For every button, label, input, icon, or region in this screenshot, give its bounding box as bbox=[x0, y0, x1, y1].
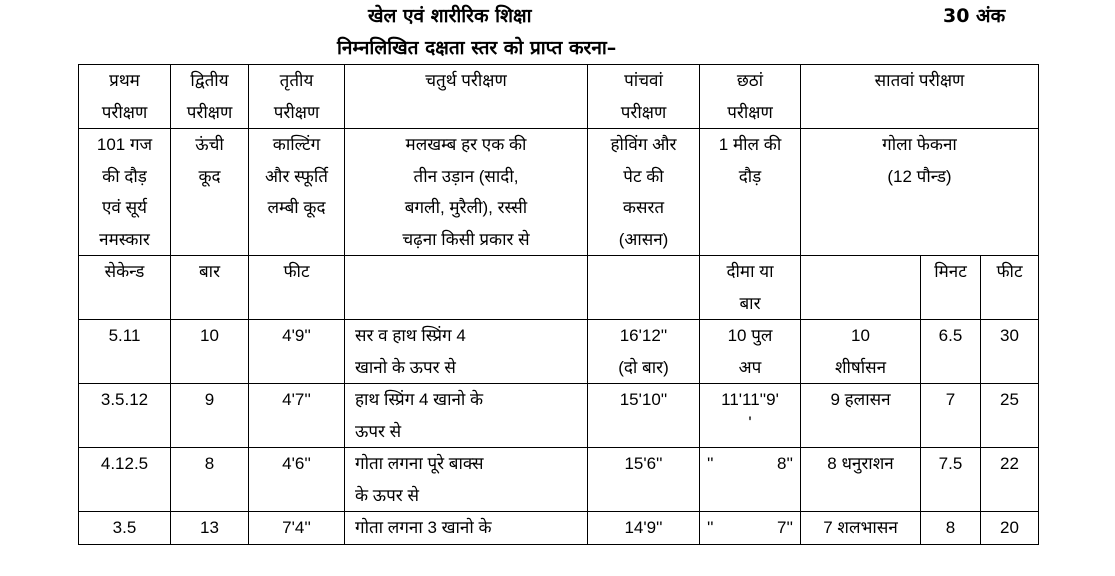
unit-cell-3: फीट bbox=[249, 256, 345, 320]
row1-cell-1: 5.11 bbox=[79, 320, 171, 384]
row2-cell-4: हाथ स्प्रिंग 4 खानो के ऊपर से bbox=[345, 384, 588, 448]
row3-cell-1: 4.12.5 bbox=[79, 448, 171, 512]
header-cell-1: प्रथम परीक्षण bbox=[79, 65, 171, 129]
row3-cell-2: 8 bbox=[171, 448, 249, 512]
unit-cell-9: फीट bbox=[981, 256, 1039, 320]
row4-cell-4: गोता लगना 3 खानो के bbox=[345, 512, 588, 545]
row1-cell-9: 30 bbox=[981, 320, 1039, 384]
activity-cell-7: गोला फेकना (12 पौन्ड) bbox=[801, 129, 1039, 256]
row1-cell-4: सर व हाथ स्प्रिंग 4 खानो के ऊपर से bbox=[345, 320, 588, 384]
row4-cell-6-value: 7'' bbox=[777, 518, 793, 537]
row3-cell-9: 22 bbox=[981, 448, 1039, 512]
page-title: खेल एवं शारीरिक शिक्षा bbox=[368, 5, 532, 27]
table-row bbox=[79, 320, 1039, 384]
activity-cell-2: ऊंची कूद bbox=[171, 129, 249, 256]
page-subtitle: निम्नलिखित दक्षता स्तर को प्राप्त करना– bbox=[337, 37, 617, 59]
row1-cell-5: 16'12'' (दो बार) bbox=[588, 320, 700, 384]
unit-cell-4 bbox=[345, 256, 588, 320]
header-cell-3: तृतीय परीक्षण bbox=[249, 65, 345, 129]
table-row bbox=[79, 384, 1039, 448]
fitness-test-table bbox=[78, 64, 1039, 545]
unit-cell-8: मिनट bbox=[921, 256, 981, 320]
row3-cell-4: गोता लगना पूरे बाक्स के ऊपर से bbox=[345, 448, 588, 512]
row4-cell-7: 7 शलभासन bbox=[801, 512, 921, 545]
row4-cell-5: 14'9'' bbox=[588, 512, 700, 545]
row3-cell-5: 15'6'' bbox=[588, 448, 700, 512]
row1-cell-6: 10 पुल अप bbox=[700, 320, 801, 384]
row2-cell-6-note: ' bbox=[748, 412, 752, 432]
row4-cell-6-ditto: '' bbox=[707, 518, 714, 537]
activity-cell-3: काल्टिंग और स्फूर्ति लम्बी कूद bbox=[249, 129, 345, 256]
row4-cell-1: 3.5 bbox=[79, 512, 171, 545]
activity-cell-6: 1 मील की दौड़ bbox=[700, 129, 801, 256]
row4-cell-8: 8 bbox=[921, 512, 981, 545]
row4-cell-6 bbox=[700, 512, 801, 545]
header-cell-5: पांचवां परीक्षण bbox=[588, 65, 700, 129]
activity-cell-4: मलखम्ब हर एक की तीन उड़ान (सादी, बगली, मुरैली), रस्सी चढ़ना किसी प्रकार से bbox=[345, 129, 588, 256]
row2-cell-1: 3.5.12 bbox=[79, 384, 171, 448]
row4-cell-9: 20 bbox=[981, 512, 1039, 545]
row1-cell-7: 10 शीर्षासन bbox=[801, 320, 921, 384]
row3-cell-3: 4'6'' bbox=[249, 448, 345, 512]
activity-cell-1: 101 गज की दौड़ एवं सूर्य नमस्कार bbox=[79, 129, 171, 256]
row2-cell-8: 7 bbox=[921, 384, 981, 448]
row2-cell-9: 25 bbox=[981, 384, 1039, 448]
row2-cell-3: 4'7'' bbox=[249, 384, 345, 448]
row1-cell-8: 6.5 bbox=[921, 320, 981, 384]
unit-cell-1: सेकेन्ड bbox=[79, 256, 171, 320]
row2-cell-5: 15'10'' bbox=[588, 384, 700, 448]
row2-cell-6: 11'11''9' ' bbox=[700, 384, 801, 448]
row3-cell-6 bbox=[700, 448, 801, 512]
row3-cell-7: 8 धनुराशन bbox=[801, 448, 921, 512]
units-row bbox=[79, 256, 1039, 320]
table-row bbox=[79, 448, 1039, 512]
unit-cell-6: दीमा या बार bbox=[700, 256, 801, 320]
row3-cell-6-value: 8'' bbox=[777, 454, 793, 473]
row3-cell-8: 7.5 bbox=[921, 448, 981, 512]
unit-cell-7 bbox=[801, 256, 921, 320]
header-cell-4: चतुर्थ परीक्षण bbox=[345, 65, 588, 129]
row1-cell-2: 10 bbox=[171, 320, 249, 384]
row1-cell-3: 4'9'' bbox=[249, 320, 345, 384]
activity-cell-5: होविंग और पेट की कसरत (आसन) bbox=[588, 129, 700, 256]
header-cell-7: सातवां परीक्षण bbox=[801, 65, 1039, 129]
row2-cell-2: 9 bbox=[171, 384, 249, 448]
header-row bbox=[79, 65, 1039, 129]
header-cell-6: छठां परीक्षण bbox=[700, 65, 801, 129]
row2-cell-7: 9 हलासन bbox=[801, 384, 921, 448]
unit-cell-2: बार bbox=[171, 256, 249, 320]
table-row bbox=[79, 512, 1039, 545]
row3-cell-6-ditto: '' bbox=[707, 454, 714, 473]
row4-cell-2: 13 bbox=[171, 512, 249, 545]
unit-cell-5 bbox=[588, 256, 700, 320]
header-cell-2: द्वितीय परीक्षण bbox=[171, 65, 249, 129]
activity-row bbox=[79, 129, 1039, 256]
row4-cell-3: 7'4'' bbox=[249, 512, 345, 545]
marks-label: 30 अंक bbox=[943, 5, 1006, 27]
